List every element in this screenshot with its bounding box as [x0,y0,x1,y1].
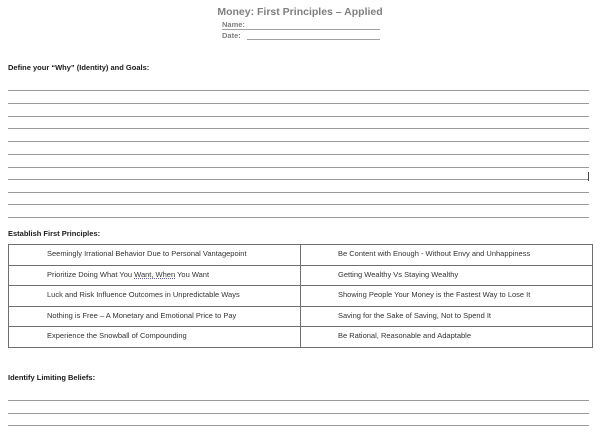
writing-line[interactable] [8,204,589,205]
writing-line[interactable] [8,128,589,129]
principle-text: Showing People Your Money is the Fastest Way to Lose It [338,290,531,299]
table-row [9,306,593,327]
table-cell[interactable] [9,306,301,327]
principles-heading: Establish First Principles: [8,229,101,238]
writing-line[interactable] [8,116,589,117]
writing-line[interactable] [8,425,589,426]
writing-line[interactable] [8,400,589,401]
date-label: Date: [222,31,241,40]
writing-line[interactable] [8,217,589,218]
name-label: Name: [222,20,245,29]
writing-line[interactable] [8,154,589,155]
table-cell[interactable] [9,286,301,307]
table-cell[interactable] [301,286,593,307]
date-field[interactable] [222,31,241,40]
writing-line[interactable] [8,141,589,142]
table-row [9,327,593,348]
table-cell[interactable] [301,265,593,286]
principle-text [9,266,300,279]
why-heading: Define your “Why” (Identity) and Goals: [8,63,150,72]
table-cell[interactable] [9,245,301,266]
table-row [9,265,593,286]
principle-text: Be Content with Enough - Without Envy and Unhappiness [338,249,531,258]
principle-text: Seemingly Irrational Behavior Due to Personal Vantagepoint [47,249,247,258]
table-cell[interactable] [9,327,301,348]
writing-line[interactable] [8,167,589,168]
table-cell[interactable] [301,306,593,327]
name-field[interactable] [222,20,245,29]
document-title: Money: First Principles – Applied [217,6,383,18]
principle-text: Experience the Snowball of Compounding [47,331,187,340]
principle-text-part: Prioritize Doing What You [47,269,135,279]
principle-text: Luck and Risk Influence Outcomes in Unpredictable Ways [47,290,240,299]
table-cell[interactable] [301,245,593,266]
writing-line[interactable] [8,90,589,91]
principle-text: Getting Wealthy Vs Staying Wealthy [338,269,459,279]
writing-line[interactable] [8,179,589,180]
writing-line[interactable] [8,413,589,414]
date-line[interactable] [247,39,380,40]
principle-text: Saving for the Sake of Saving, Not to Spend It [338,310,492,320]
principle-text: Be Rational, Reasonable and Adaptable [338,331,472,340]
table-row [9,286,593,307]
beliefs-heading: Identify Limiting Beliefs: [8,373,96,382]
writing-line[interactable] [8,103,589,104]
table-cell[interactable] [301,327,593,348]
principle-text-part: You Want [175,269,210,279]
table-cell[interactable] [9,265,301,286]
text-cursor [588,172,589,181]
writing-line[interactable] [8,192,589,193]
principle-text: Nothing is Free – A Monetary and Emotional Price to Pay [47,310,237,320]
grammar-flagged-text[interactable]: Want, When [134,269,176,279]
name-line[interactable] [222,29,380,30]
principles-table [8,244,593,348]
table-row [9,245,593,266]
